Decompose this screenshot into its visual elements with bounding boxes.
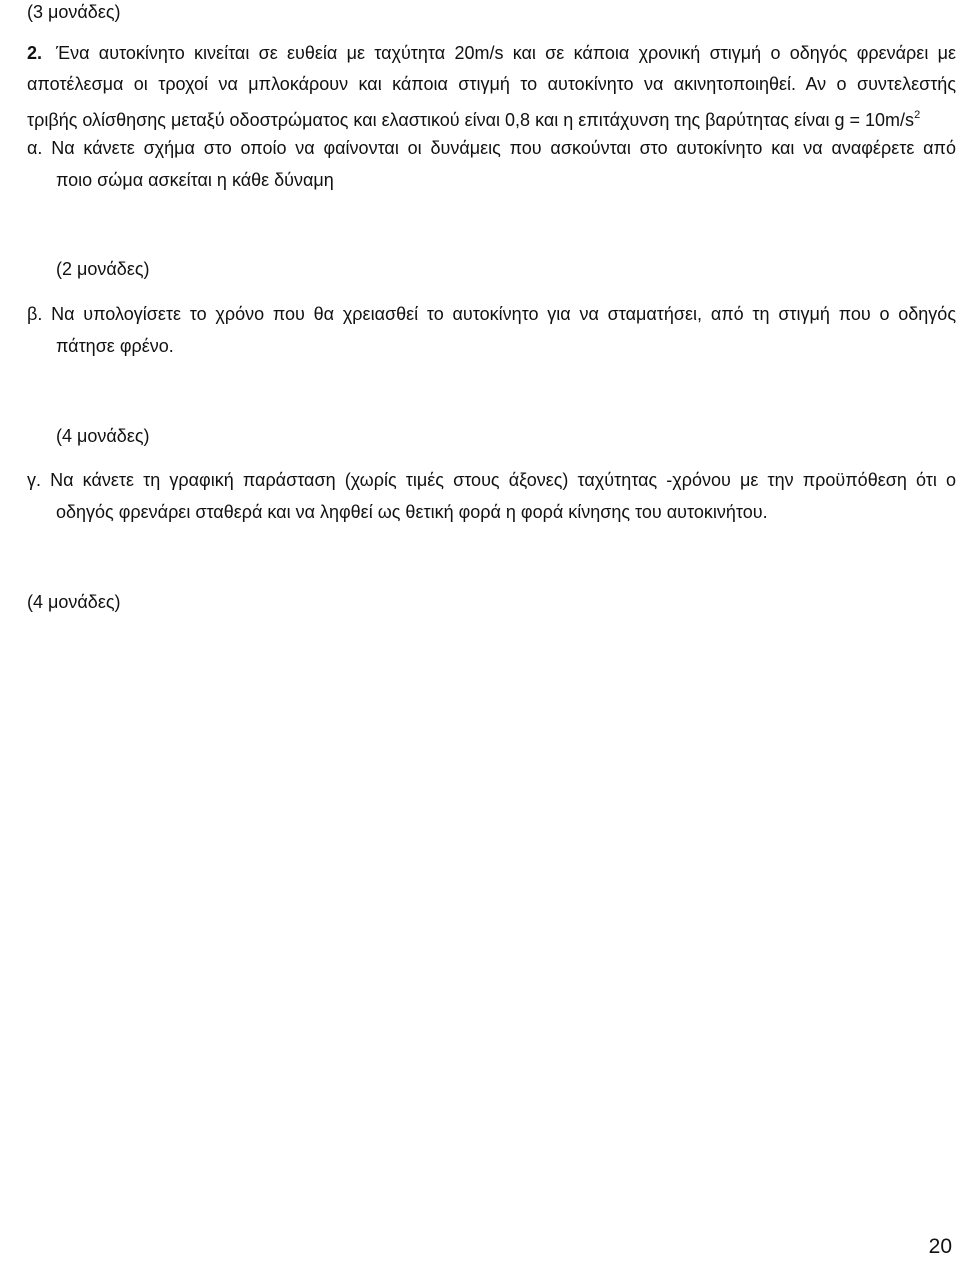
part-a-line-1: α. Να κάνετε σχήμα στο οποίο να φαίνονται οι δυνάμεις που ασκούνται στο αυτοκίνητο και να αναφέρετε από — [27, 138, 956, 158]
part-c-line-1: γ. Να κάνετε τη γραφική παράσταση (χωρίς τιμές στους άξονες) ταχύτητας -χρόνου με την προϋπόθεση ότι ο — [27, 470, 956, 490]
part-a-line-2: ποιο σώμα ασκείται η κάθε δύναμη — [56, 170, 334, 190]
part-b-marks: (4 μονάδες) — [56, 426, 150, 446]
part-b-line-1: β. Να υπολογίσετε το χρόνο που θα χρειασθεί το αυτοκίνητο για να σταματήσει, από τη στιγμή που ο οδηγός — [27, 304, 956, 324]
part-c-line-2: οδηγός φρενάρει σταθερά και να ληφθεί ως θετική φορά η φορά κίνησης του αυτοκινήτου. — [56, 502, 768, 522]
exponent: 2 — [914, 109, 921, 121]
question-intro-line-3: τριβής ολίσθησης μεταξύ οδοστρώματος και ελαστικού είναι 0,8 και η επιτάχυνση της βαρύτητας είναι $g = 10m/s^2$ — [27, 109, 921, 130]
question-intro-line-2: αποτέλεσμα οι τροχοί να μπλοκάρουν και κάποια στιγμή το αυτοκίνητο να ακινητοποιηθεί. Αν ο συντελεστής — [27, 74, 956, 94]
question-number: 2. — [27, 43, 43, 63]
part-a-marks: (2 μονάδες) — [56, 259, 150, 279]
page-number: 20 — [928, 1235, 952, 1258]
previous-question-marks: (3 μονάδες) — [27, 2, 121, 22]
part-c-marks: (4 μονάδες) — [27, 592, 121, 612]
part-b-line-2: πάτησε φρένο. — [56, 336, 174, 356]
question-intro-line-1: Ένα αυτοκίνητο κινείται σε ευθεία με ταχύτητα 20m/s και σε κάποια χρονική στιγμή ο οδηγός φρενάρει με — [56, 43, 956, 63]
